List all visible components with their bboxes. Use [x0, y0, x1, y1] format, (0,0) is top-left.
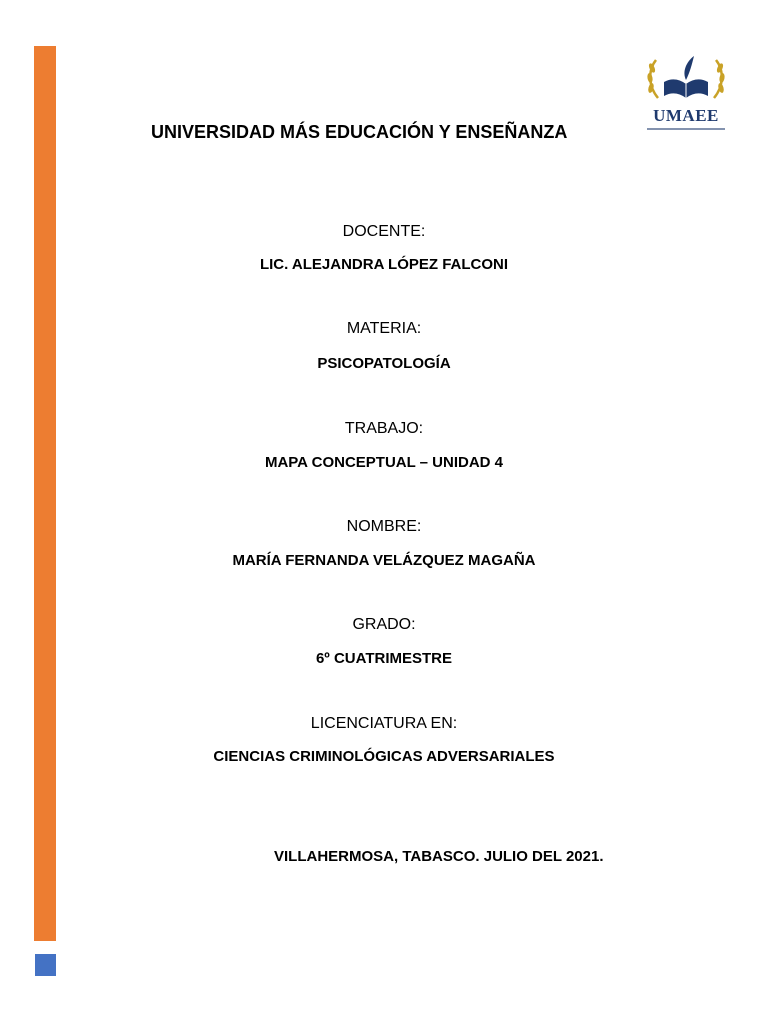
licenciatura-label: LICENCIATURA EN: — [310, 715, 458, 732]
place-date: VILLAHERMOSA, TABASCO. JULIO DEL 2021. — [274, 848, 604, 865]
logo-text: UMAEE — [653, 106, 719, 125]
umaee-logo — [642, 52, 730, 134]
orange-accent-bar — [34, 46, 56, 941]
trabajo-value: MAPA CONCEPTUAL – UNIDAD 4 — [264, 454, 504, 471]
book-laurel-icon — [642, 52, 730, 108]
nombre-value: MARÍA FERNANDA VELÁZQUEZ MAGAÑA — [232, 552, 536, 569]
licenciatura-value: CIENCIAS CRIMINOLÓGICAS ADVERSARIALES — [213, 748, 555, 765]
university-title: UNIVERSIDAD MÁS EDUCACIÓN Y ENSEÑANZA — [151, 122, 568, 142]
docente-value: LIC. ALEJANDRA LÓPEZ FALCONI — [259, 256, 509, 273]
docente-label: DOCENTE: — [342, 223, 426, 240]
nombre-label: NOMBRE: — [346, 518, 422, 535]
grado-value: 6º CUATRIMESTRE — [315, 650, 453, 667]
grado-label: GRADO: — [352, 616, 416, 633]
blue-accent-square — [35, 954, 56, 976]
logo-tagline-line — [647, 128, 725, 130]
materia-value: PSICOPATOLOGÍA — [317, 355, 451, 372]
materia-label: MATERIA: — [346, 320, 422, 337]
trabajo-label: TRABAJO: — [344, 420, 424, 437]
